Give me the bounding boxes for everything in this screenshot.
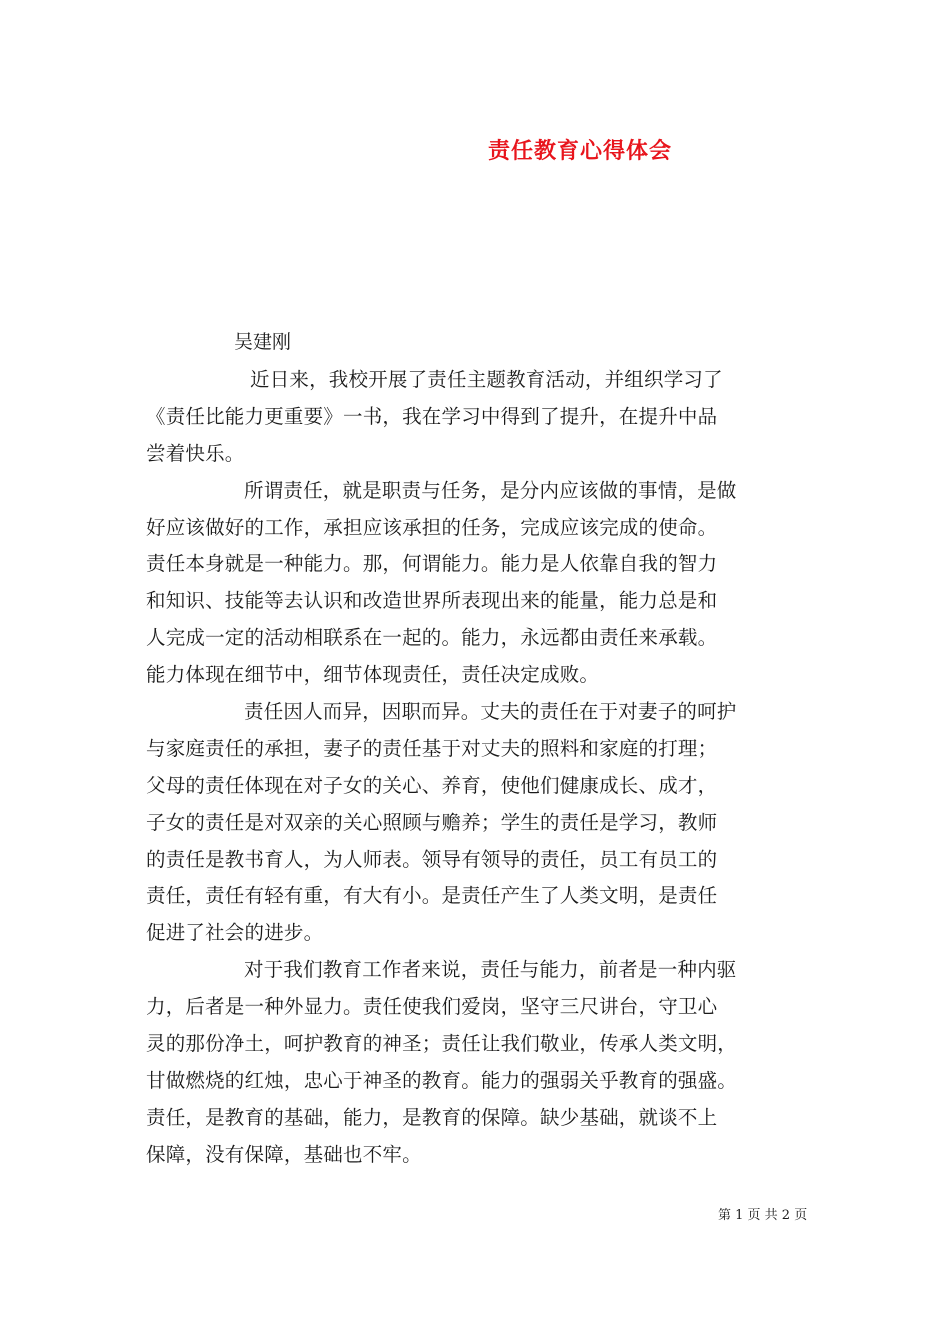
- paragraph-3-line: 父母的责任体现在对子女的关心、养育，使他们健康成长、成才，: [146, 773, 718, 797]
- paragraph-4-line: 甘做燃烧的红烛，忠心于神圣的教育。能力的强弱关乎教育的强盛。: [146, 1068, 738, 1092]
- paragraph-1-line: 近日来，我校开展了责任主题教育活动，并组织学习了: [250, 368, 723, 391]
- paragraph-1-line: 《责任比能力更重要》一书，我在学习中得到了提升，在提升中品: [146, 404, 718, 428]
- paragraph-4-line: 责任，是教育的基础，能力，是教育的保障。缺少基础，就谈不上: [146, 1105, 718, 1129]
- paragraph-3-line: 子女的责任是对双亲的关心照顾与赡养；学生的责任是学习，教师: [146, 810, 718, 834]
- paragraph-3-line: 责任，责任有轻有重，有大有小。是责任产生了人类文明，是责任: [146, 884, 718, 908]
- paragraph-2-line: 责任本身就是一种能力。那，何谓能力。能力是人依靠自我的智力: [146, 552, 718, 576]
- page-number-footer: 第 1 页 共 2 页: [718, 1208, 808, 1223]
- paragraph-2-line: 人完成一定的活动相联系在一起的。能力，永远都由责任来承载。: [146, 626, 718, 650]
- author-name: 吴建刚: [234, 331, 292, 353]
- paragraph-3-line: 责任因人而异，因职而异。丈夫的责任在于对妻子的呵护: [244, 700, 737, 724]
- paragraph-2-line: 和知识、技能等去认识和改造世界所表现出来的能量，能力总是和: [146, 589, 718, 613]
- paragraph-2-line: 所谓责任，就是职责与任务，是分内应该做的事情，是做: [244, 478, 737, 502]
- paragraph-3-line: 的责任是教书育人，为人师表。领导有领导的责任，员工有员工的: [146, 847, 718, 871]
- document-title: 责任教育心得体会: [488, 138, 673, 164]
- paragraph-3-line: 促进了社会的进步。: [146, 921, 324, 945]
- paragraph-4-line: 对于我们教育工作者来说，责任与能力，前者是一种内驱: [244, 958, 737, 982]
- paragraph-4-line: 灵的那份净土，呵护教育的神圣；责任让我们敬业，传承人类文明，: [146, 1032, 738, 1056]
- paragraph-4-line: 保障，没有保障，基础也不牢。: [146, 1142, 422, 1166]
- paragraph-1-line: 尝着快乐。: [146, 441, 245, 465]
- paragraph-2-line: 能力体现在细节中，细节体现责任，责任决定成败。: [146, 663, 600, 687]
- document-body: [146, 362, 836, 1174]
- paragraph-3-line: 与家庭责任的承担，妻子的责任基于对丈夫的照料和家庭的打理；: [146, 736, 718, 760]
- paragraph-4-line: 力，后者是一种外显力。责任使我们爱岗，坚守三尺讲台，守卫心: [146, 995, 718, 1019]
- paragraph-2-line: 好应该做好的工作，承担应该承担的任务，完成应该完成的使命。: [146, 515, 718, 539]
